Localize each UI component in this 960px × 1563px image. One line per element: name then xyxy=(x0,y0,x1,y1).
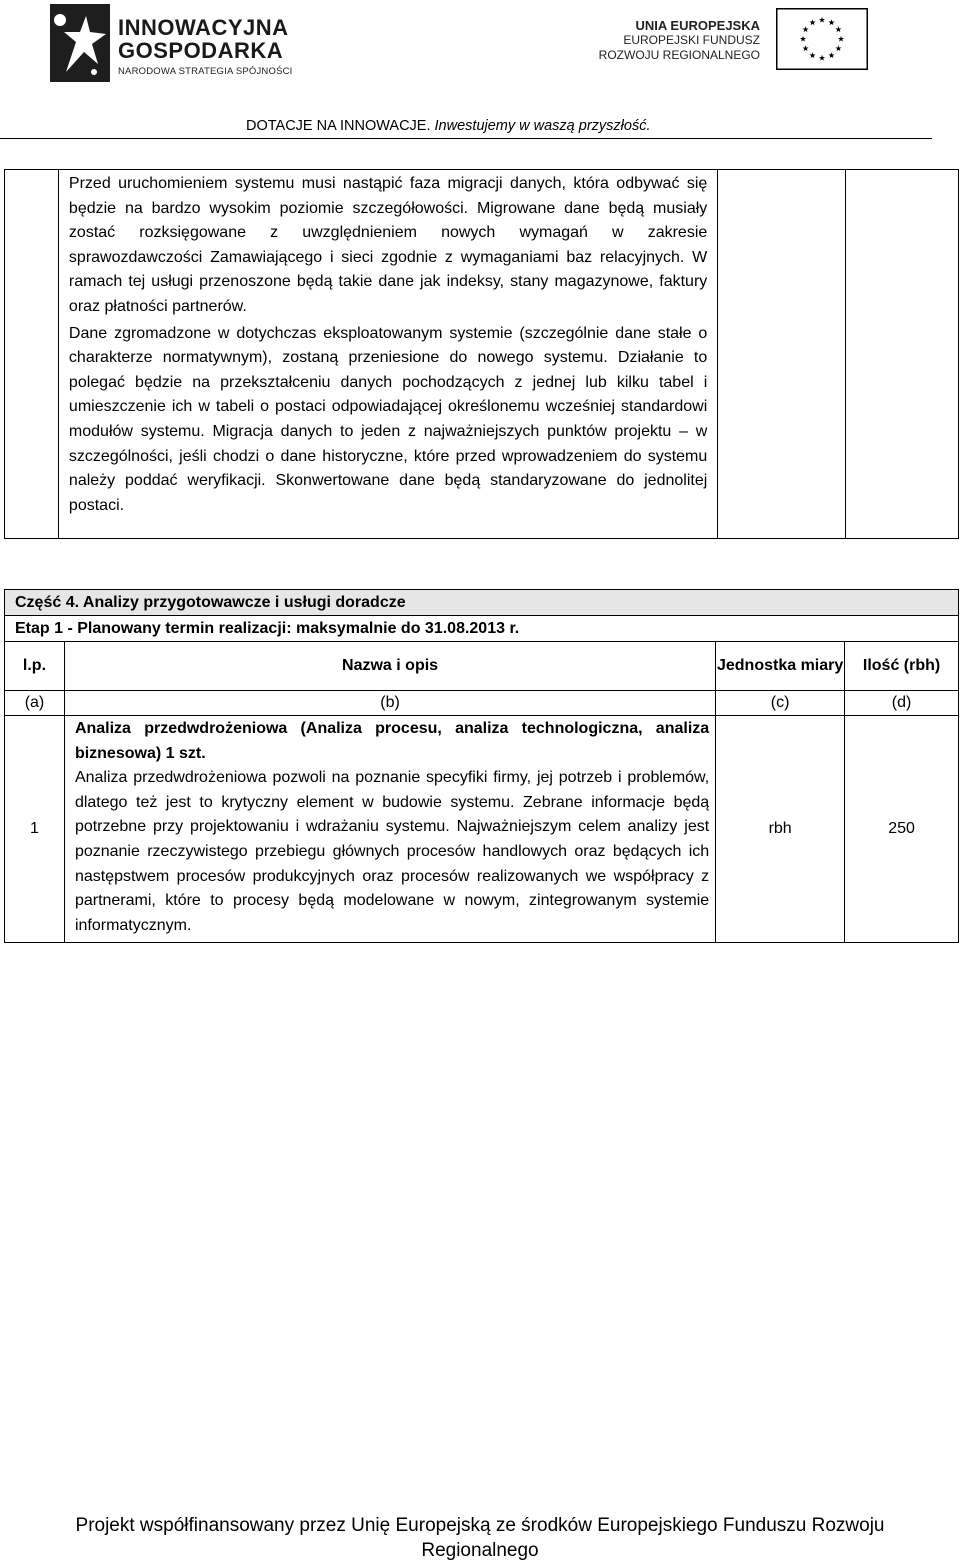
column-header-lp: l.p. xyxy=(5,642,65,691)
column-letter-row xyxy=(5,691,959,716)
continuation-table xyxy=(4,169,959,539)
table-row xyxy=(5,590,959,616)
logo-right-line2: EUROPEJSKI FUNDUSZ xyxy=(623,33,760,47)
logo-left-line1: INNOWACYJNA xyxy=(118,15,289,40)
logo-left-line3: NARODOWA STRATEGIA SPÓJNOŚCI xyxy=(118,66,293,77)
row-lp: 1 xyxy=(5,716,65,943)
section-stage: Etap 1 - Planowany termin realizacji: maksymalnie do 31.08.2013 r. xyxy=(5,616,959,642)
qty-cell xyxy=(846,170,959,539)
column-letter-b: (b) xyxy=(64,691,715,716)
section-4-table xyxy=(4,589,959,943)
migration-paragraph-2: Dane zgromadzone w dotychczas eksploatowanym systemie (szczególnie dane stałe o charakterze normatywnym), zostaną przeniesione do nowego systemu. Działanie to polegać będzie na przekształceniu danych pochodzących z jednej lub kilku tabel i umieszczenie ich w tabeli o postaci odpowiadającej określonemu wcześniej standardowi modułów systemu. Migracja danych to jeden z najważniejszych punktów projektu – w szczególności, jeśli chodzi o dane historyczne, które przed wprowadzeniem do systemu należy poddać weryfikacji. Skonwertowane dane będą standaryzowane do jednolitej postaci. xyxy=(68,324,708,514)
column-header-qty: Ilość (rbh) xyxy=(845,642,959,691)
table-row xyxy=(5,616,959,642)
innowacyjna-gospodarka-wordmark xyxy=(118,16,293,77)
section-title: Część 4. Analizy przygotowawcze i usługi doradcze xyxy=(5,590,959,616)
logo-left-line2: GOSPODARKA xyxy=(118,38,284,63)
column-letter-d: (d) xyxy=(845,691,959,716)
star-figure-icon xyxy=(46,2,112,84)
header-divider xyxy=(0,138,932,139)
eu-flag-icon xyxy=(776,8,868,70)
eu-fund-logo xyxy=(598,8,868,70)
innowacyjna-gospodarka-logo xyxy=(46,2,296,84)
lp-cell xyxy=(5,170,59,539)
migration-paragraph-1: Przed uruchomieniem systemu musi nastąpić faza migracji danych, która odbywać się będzie na bardzo wysokim poziomie szczegółowości. Migrowane dane będą musiały zostać rozksięgowane z uwzględnieniem nowych wymagań w zakresie sprawozdawczości Zamawiającego i sieci zgodnie z wymaganiami baz relacyjnych. W ramach tej usługi przenoszone będą takie dane jak indeksy, stany magazynowe, faktury oraz płatności partnerów. xyxy=(68,175,708,315)
column-letter-a: (a) xyxy=(5,691,65,716)
row-title: Analiza przedwdrożeniowa (Analiza procesu, analiza technologiczna, analiza biznesowa) 1 szt. xyxy=(74,720,710,762)
tagline-plain: DOTACJE NA INNOWACJE. xyxy=(246,118,431,134)
column-header-unit: Jednostka miary xyxy=(716,642,845,691)
logo-right-line1: UNIA EUROPEJSKA xyxy=(635,18,760,33)
row-description-cell xyxy=(64,716,715,943)
table-header-row xyxy=(5,642,959,691)
page-footer: Projekt współfinansowany przez Unię Europejską ze środków Europejskiego Funduszu Rozwoju Regionalnego xyxy=(75,1515,885,1561)
column-letter-c: (c) xyxy=(716,691,845,716)
table-row xyxy=(5,716,959,943)
description-cell xyxy=(58,170,717,539)
row-unit: rbh xyxy=(716,716,845,943)
row-description: Analiza przedwdrożeniowa pozwoli na poznanie specyfiki firmy, jej potrzeb i problemów, dlatego też jest to krytyczny element w budowie systemu. Zebrane informacje będą potrzebne przy projektowaniu i wdrażaniu systemu. Najważniejszym celem analizy jest poznanie rzeczywistego przebiegu głównych procesów handlowych oraz będących ich następstwem procesów produkcyjnych oraz procesów realizowanych we współpracy z partnerami, które to procesy będą modelowane w nowym, zintegrowanym systemie informatycznym. xyxy=(74,769,710,934)
eu-fund-wordmark xyxy=(599,18,760,63)
column-header-name: Nazwa i opis xyxy=(64,642,715,691)
header-tagline xyxy=(246,118,650,134)
unit-cell xyxy=(718,170,846,539)
logo-right-line3: ROZWOJU REGIONALNEGO xyxy=(598,48,760,62)
tagline-italic: Inwestujemy w waszą przyszłość. xyxy=(434,118,651,134)
row-qty: 250 xyxy=(845,716,959,943)
table-row xyxy=(5,170,959,539)
